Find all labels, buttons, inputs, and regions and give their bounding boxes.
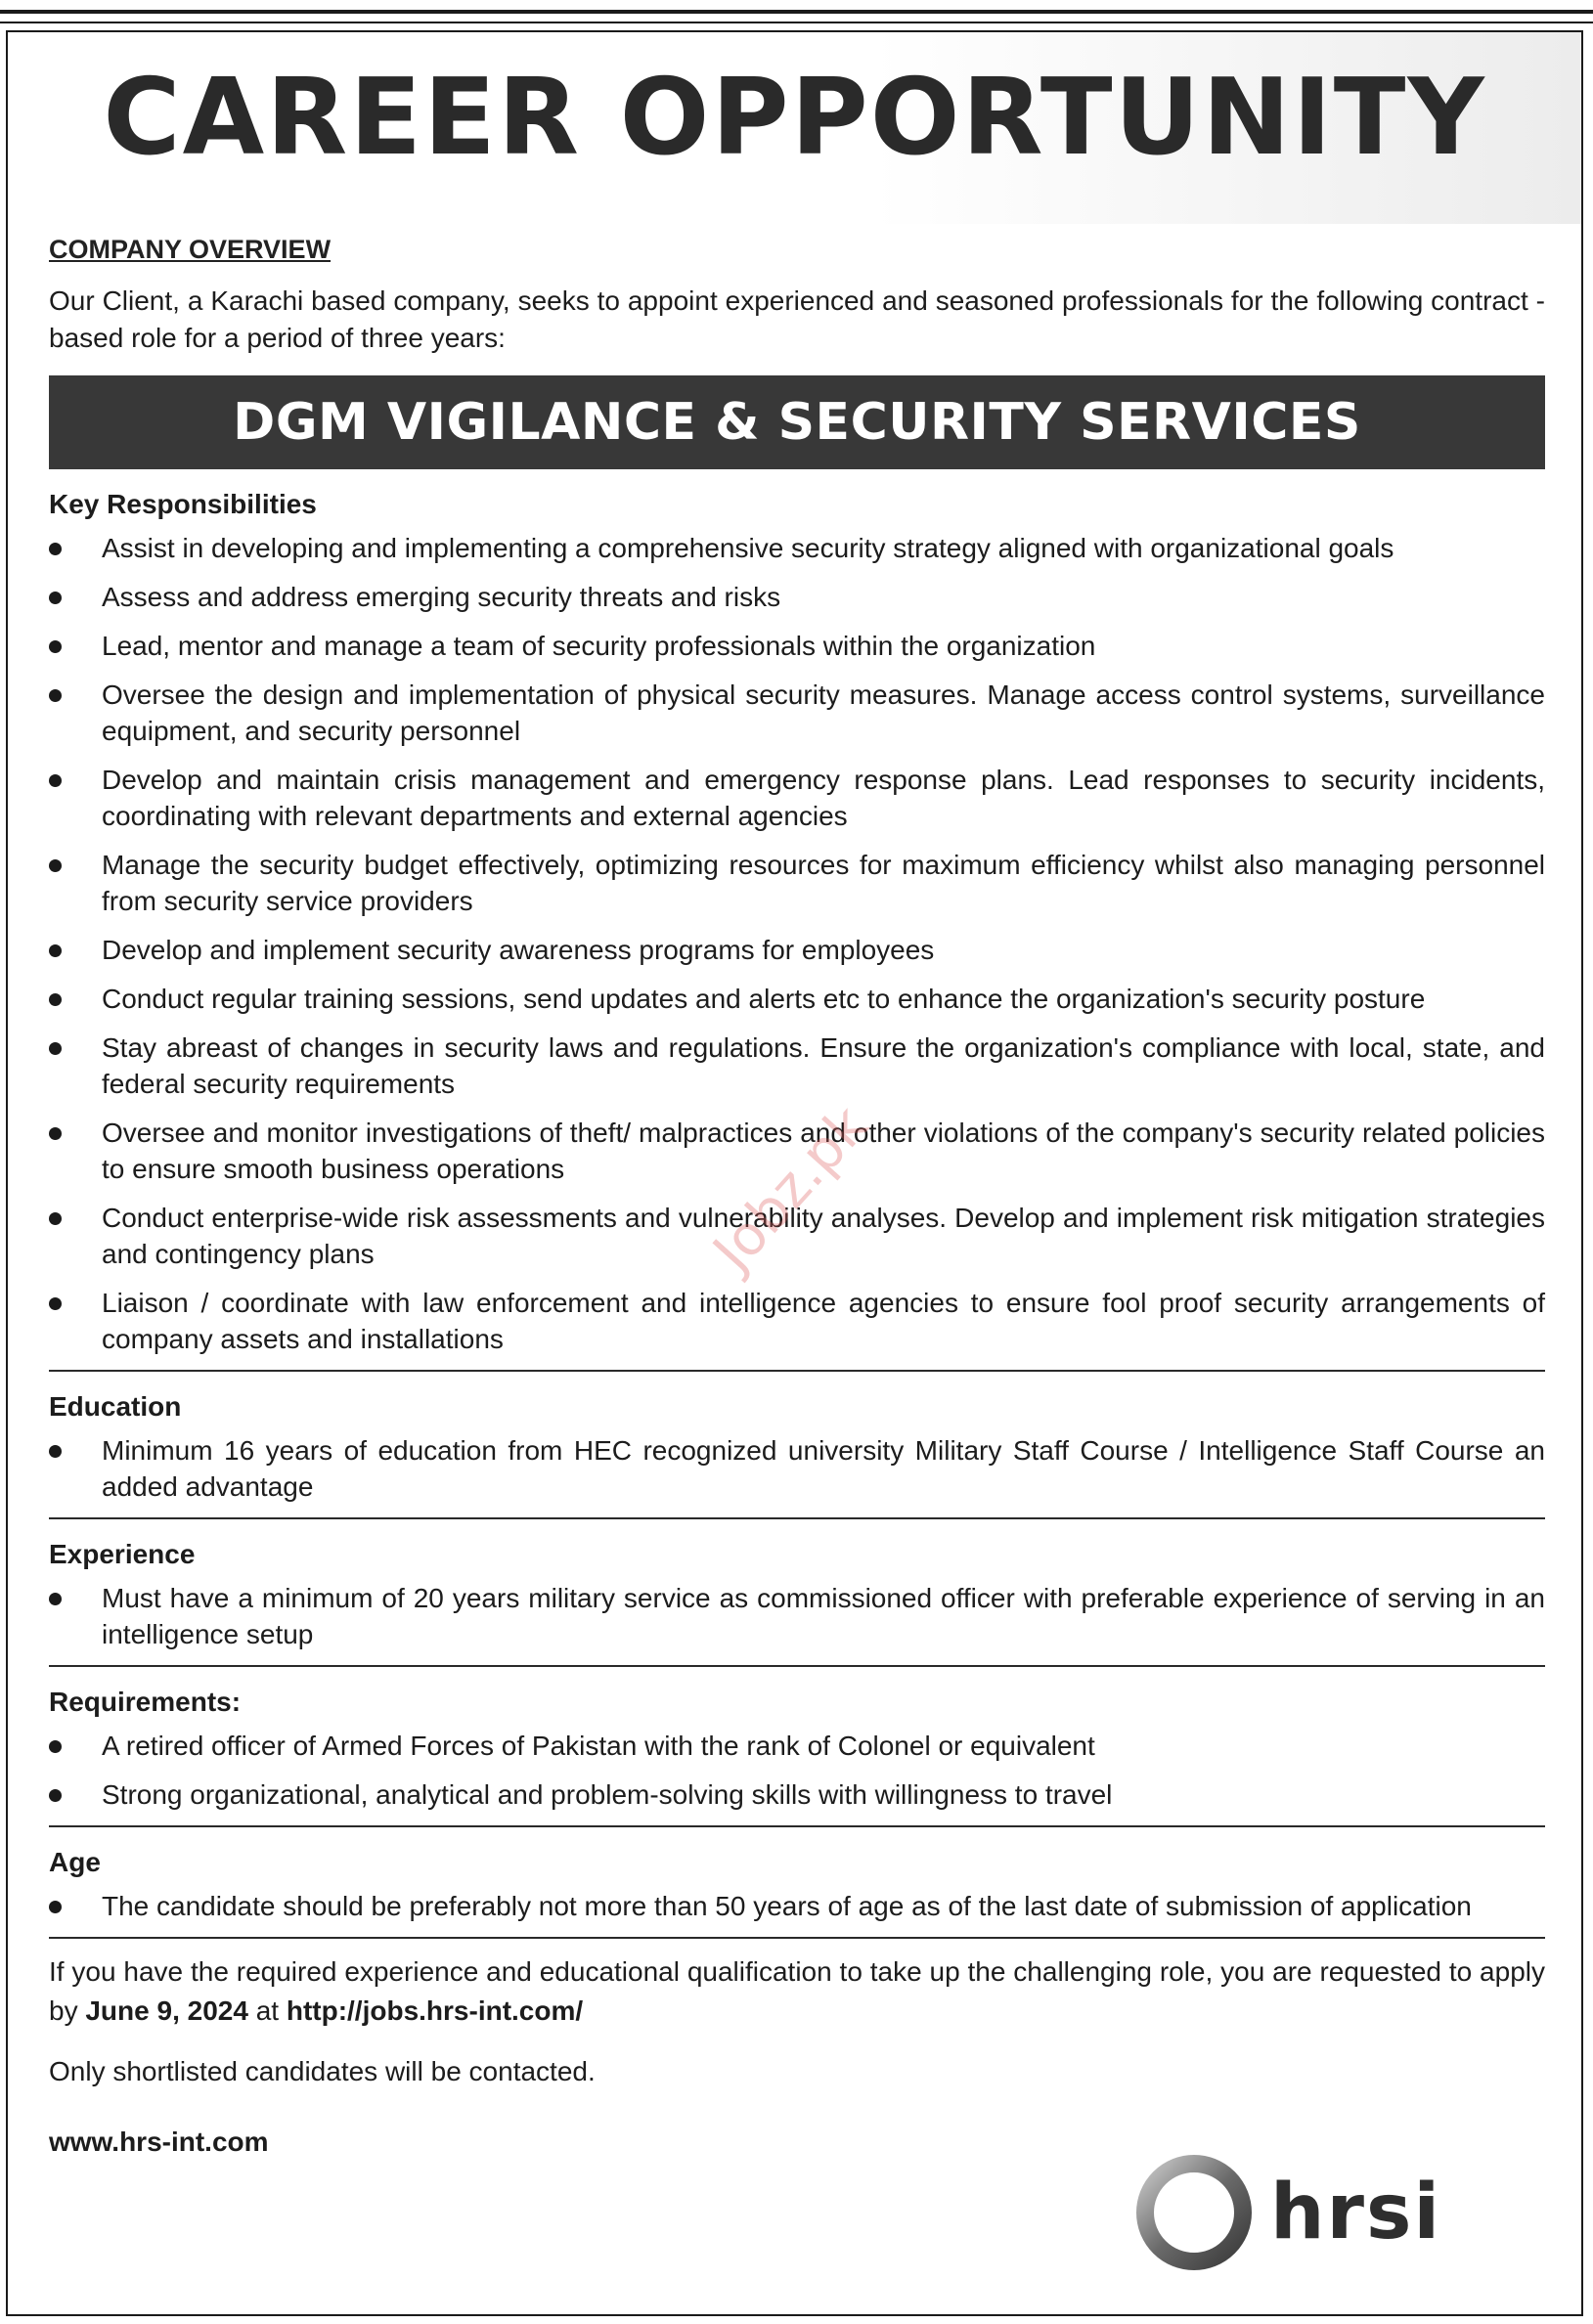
bullet-icon [49,689,62,702]
list-item [49,1432,1545,1505]
responsibilities-heading: Key Responsibilities [49,489,317,520]
shortlist-note: Only shortlisted candidates will be contacted. [49,2056,596,2087]
list-item-text: Minimum 16 years of education from HEC recognized university Military Staff Course / Intelligence Staff Course an added advantage [102,1435,1545,1503]
list-item [49,1728,1545,1764]
list-item [49,1200,1545,1272]
requirements-heading: Requirements: [49,1687,242,1718]
closing-paragraph [49,1952,1545,2031]
bullet-icon [49,1593,62,1605]
list-item [49,579,1545,615]
age-heading: Age [49,1847,101,1878]
advert-content [49,234,1545,2160]
bullet-icon [49,592,62,604]
deadline-date: June 9, 2024 [85,1995,248,2027]
bullet-icon [49,1127,62,1140]
position-banner: DGM VIGILANCE & SECURITY SERVICES [49,375,1545,469]
list-item [49,1285,1545,1357]
requirements-list [49,1728,1545,1813]
list-item-text: Conduct regular training sessions, send updates and alerts etc to enhance the organization's security posture [102,984,1426,1015]
list-item [49,1030,1545,1102]
responsibilities-list [49,530,1545,1357]
list-item-text: Develop and maintain crisis management and emergency response plans. Lead responses to security incidents, coordinating with relevant departments and external agencies [102,765,1545,832]
list-item-text: Oversee the design and implementation of physical security measures. Manage access control systems, surveillance equipment, and security personnel [102,680,1545,747]
watermark-text: Jobz.pk [701,1093,881,1284]
section-divider [49,1517,1545,1519]
bullet-icon [49,944,62,957]
education-list [49,1432,1545,1505]
apply-link[interactable]: http://jobs.hrs-int.com/ [286,1995,584,2027]
list-item-text: Manage the security budget effectively, optimizing resources for maximum efficiency whilst also managing personnel from security service providers [102,850,1545,917]
list-item-text: Lead, mentor and manage a team of security professionals within the organization [102,631,1096,662]
list-item [49,1888,1545,1924]
bullet-icon [49,1212,62,1225]
list-item [49,932,1545,968]
company-overview-text: Our Client, a Karachi based company, seeks to appoint experienced and seasoned professionals for the following contract - based role for a period of three years: [49,285,1545,354]
bullet-icon [49,543,62,555]
list-item-text: Assess and address emerging security threats and risks [102,582,781,613]
list-item-text: Stay abreast of changes in security laws and regulations. Ensure the organization's compliance with local, state, and federal security requirements [102,1032,1545,1100]
age-list [49,1888,1545,1924]
list-item [49,762,1545,834]
top-rule-thick [0,10,1593,14]
closing-text: If you have the required experience and educational qualification to take up the challenging role, you are requested to apply by [49,1956,1545,2027]
list-item-text: Develop and implement security awareness programs for employees [102,935,935,966]
list-item-text: A retired officer of Armed Forces of Pakistan with the rank of Colonel or equivalent [102,1731,1095,1762]
bullet-icon [49,993,62,1006]
company-overview-heading: COMPANY OVERVIEW [49,235,332,264]
bullet-icon [49,1445,62,1458]
list-item [49,677,1545,749]
list-item-text: Assist in developing and implementing a comprehensive security strategy aligned with organizational goals [102,533,1394,564]
list-item-text: The candidate should be preferably not more than 50 years of age as of the last date of submission of application [102,1891,1472,1922]
bullet-icon [49,1901,62,1913]
list-item [49,1580,1545,1652]
experience-list [49,1580,1545,1652]
list-item-text: Liaison / coordinate with law enforcement and intelligence agencies to ensure fool proof security arrangements of company assets and installations [102,1288,1545,1355]
education-heading: Education [49,1391,182,1423]
logo-ring-icon [1145,2164,1243,2261]
header-band [8,32,1581,224]
top-rule-thin [0,22,1593,23]
page-title: CAREER OPPORTUNITY [103,57,1486,179]
list-item [49,981,1545,1017]
logo-wordmark: hrsi [1270,2169,1442,2257]
website-link[interactable]: www.hrs-int.com [49,2127,269,2158]
list-item [49,1115,1545,1187]
list-item-text: Oversee and monitor investigations of theft/ malpractices and other violations of the company's security related policies to ensure smooth business operations [102,1118,1545,1185]
list-item-text: Conduct enterprise-wide risk assessments and vulnerability analyses. Develop and implement risk mitigation strategies and contingency plans [102,1203,1545,1270]
experience-heading: Experience [49,1539,196,1570]
bullet-icon [49,1740,62,1753]
bullet-icon [49,640,62,653]
list-item-text: Must have a minimum of 20 years military service as commissioned officer with preferable experience of serving in an intelligence setup [102,1583,1545,1650]
section-divider [49,1825,1545,1827]
list-item [49,1776,1545,1813]
section-divider [49,1937,1545,1939]
bullet-icon [49,859,62,872]
bullet-icon [49,1789,62,1802]
list-item-text: Strong organizational, analytical and problem-solving skills with willingness to travel [102,1779,1113,1811]
list-item [49,628,1545,664]
hrsi-logo [1133,2154,1466,2271]
bullet-icon [49,1297,62,1310]
advert-frame [6,30,1583,2316]
list-item [49,847,1545,919]
closing-connector: at [247,1995,287,2027]
list-item [49,530,1545,566]
section-divider [49,1665,1545,1667]
bullet-icon [49,1042,62,1055]
section-divider [49,1370,1545,1372]
bullet-icon [49,774,62,787]
